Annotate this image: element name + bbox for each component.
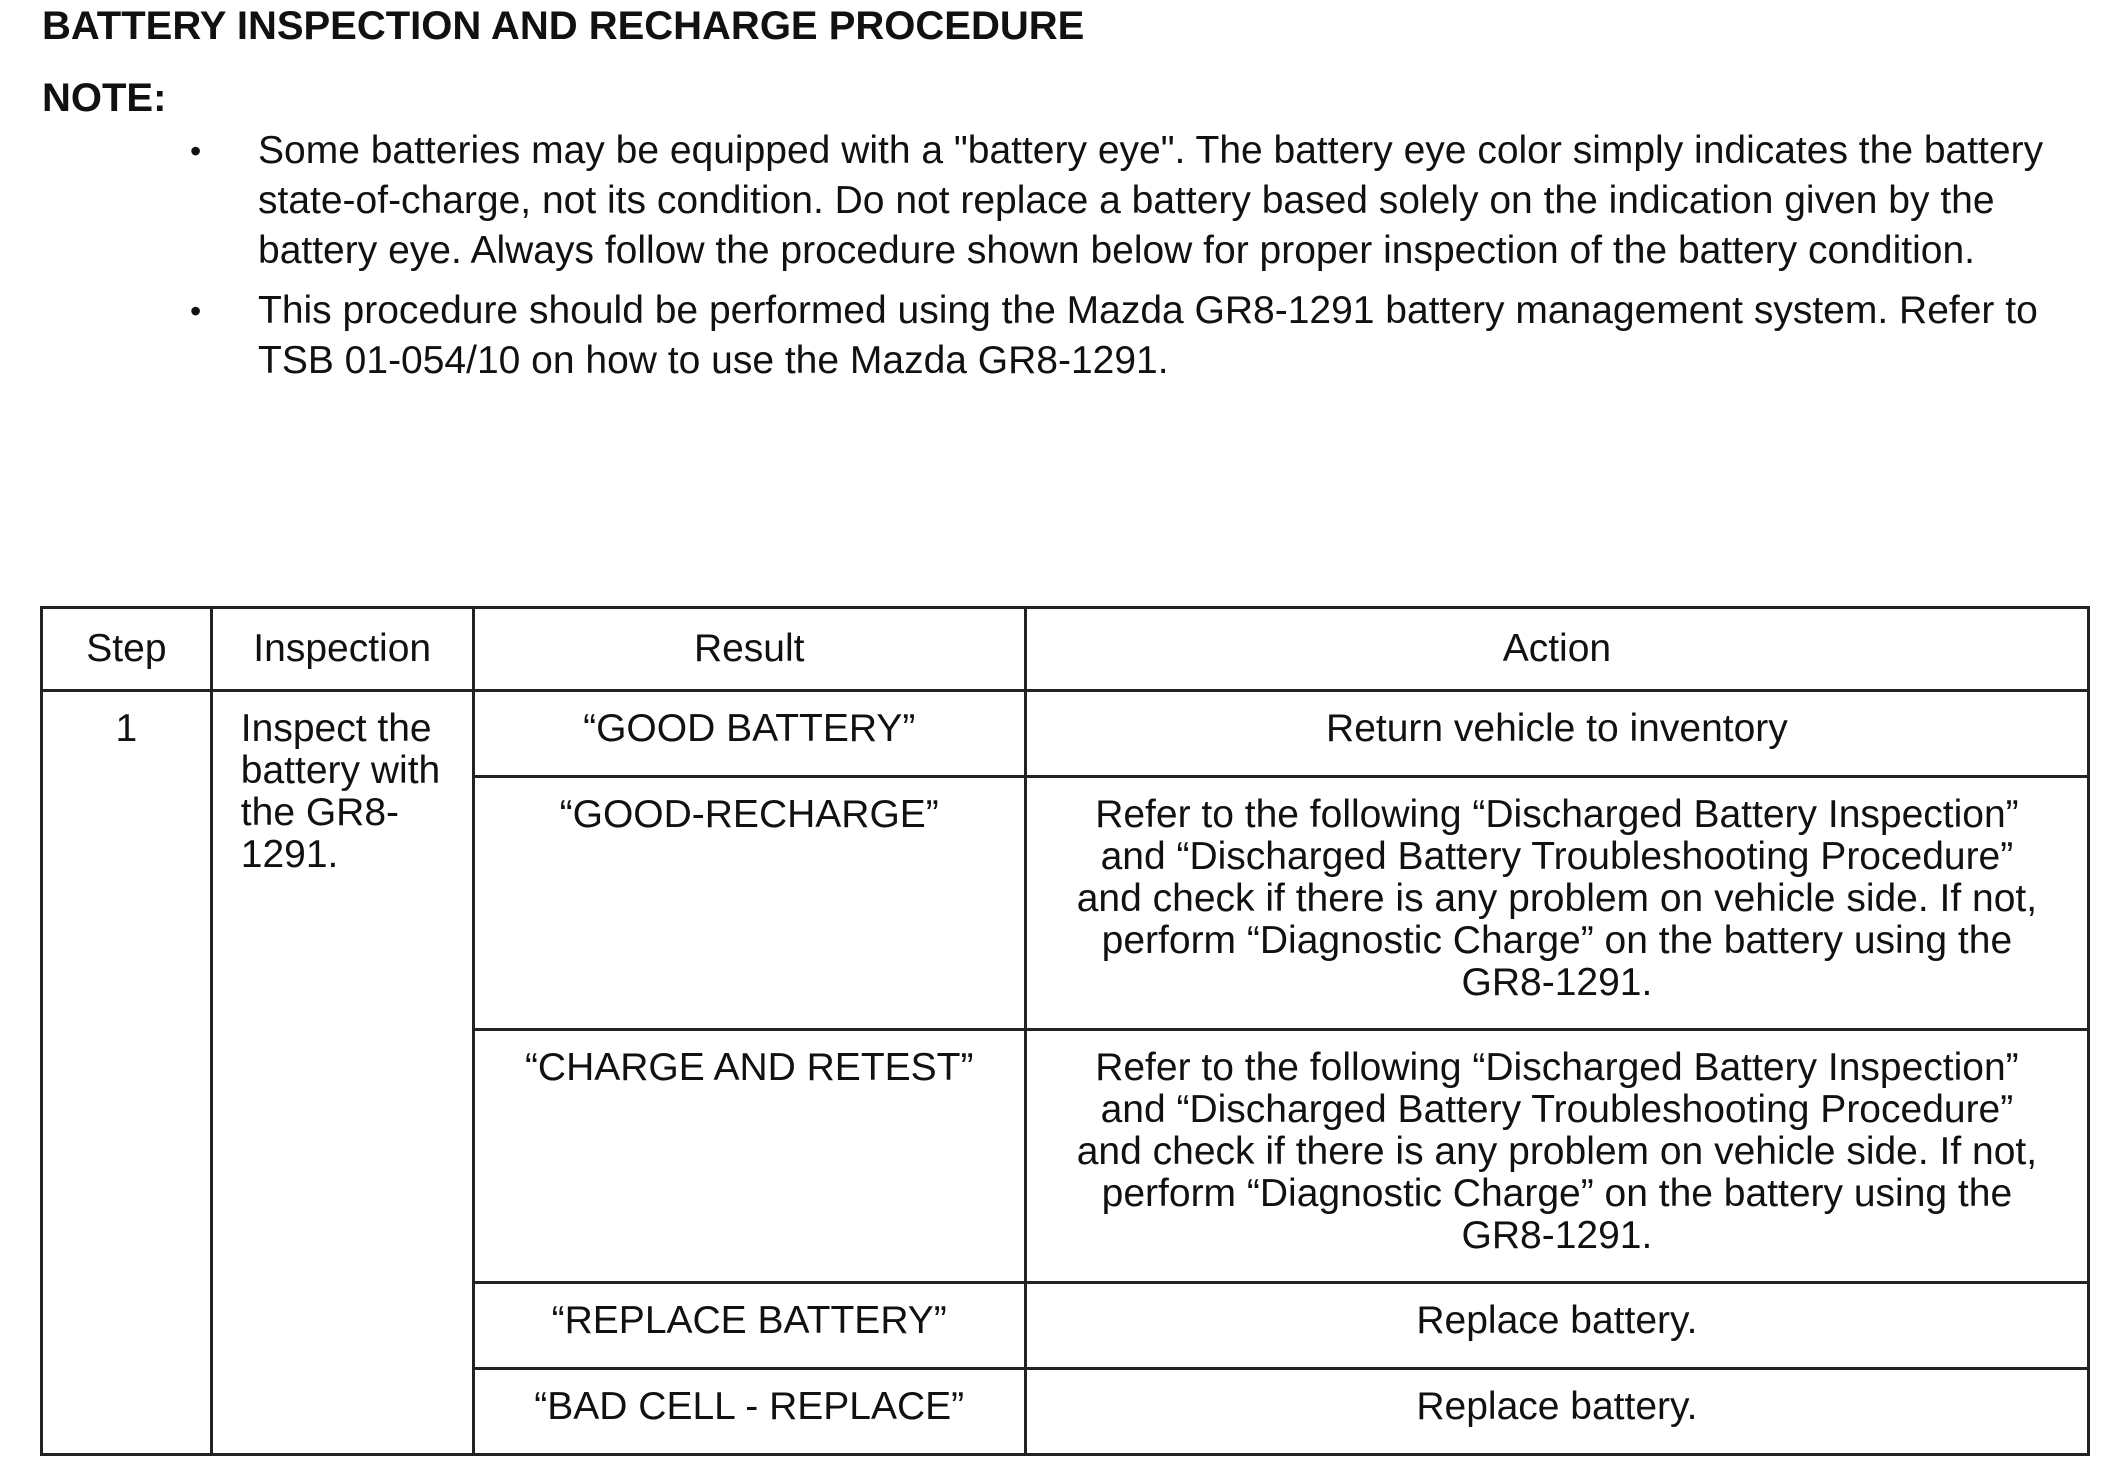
header-result: Result: [473, 608, 1025, 691]
page-title: BATTERY INSPECTION AND RECHARGE PROCEDURE: [42, 4, 1085, 48]
result-cell: “BAD CELL - REPLACE”: [473, 1369, 1025, 1455]
table-row: [42, 691, 2089, 777]
note-text: Some batteries may be equipped with a "battery eye". The battery eye color simply indicates the battery state-of-charge, not its condition. Do not replace a battery based solely on the indication given by the battery eye. Always follow the procedure shown below for proper inspection of the battery condition.: [258, 129, 2044, 272]
result-cell: “CHARGE AND RETEST”: [473, 1030, 1025, 1283]
result-cell: “GOOD-RECHARGE”: [473, 777, 1025, 1030]
header-inspection: Inspection: [211, 608, 473, 691]
note-label: NOTE:: [42, 76, 167, 120]
note-item: [190, 286, 2090, 386]
action-cell: Replace battery.: [1025, 1283, 2088, 1369]
action-cell: Return vehicle to inventory: [1025, 691, 2088, 777]
action-cell: Refer to the following “Discharged Battery Inspection” and “Discharged Battery Troubleshooting Procedure” and check if there is any problem on vehicle side. If not, perform “Diagnostic Charge” on the battery using the GR8-1291.: [1025, 777, 2088, 1030]
note-text: This procedure should be performed using the Mazda GR8-1291 battery management system. Refer to TSB 01-054/10 on how to use the Mazda GR8-1291.: [258, 289, 2038, 382]
header-action: Action: [1025, 608, 2088, 691]
inspection-cell: Inspect the battery with the GR8-1291.: [211, 691, 473, 1455]
action-cell: Replace battery.: [1025, 1369, 2088, 1455]
result-cell: “REPLACE BATTERY”: [473, 1283, 1025, 1369]
result-cell: “GOOD BATTERY”: [473, 691, 1025, 777]
note-list: [190, 126, 2090, 396]
table-header-row: [42, 608, 2089, 691]
bullet-icon: •: [190, 293, 202, 329]
step-number-cell: 1: [42, 691, 212, 1455]
bullet-icon: •: [190, 133, 202, 169]
action-cell: Refer to the following “Discharged Battery Inspection” and “Discharged Battery Troubleshooting Procedure” and check if there is any problem on vehicle side. If not, perform “Diagnostic Charge” on the battery using the GR8-1291.: [1025, 1030, 2088, 1283]
procedure-table: [40, 606, 2090, 1456]
note-item: [190, 126, 2090, 276]
header-step: Step: [42, 608, 212, 691]
